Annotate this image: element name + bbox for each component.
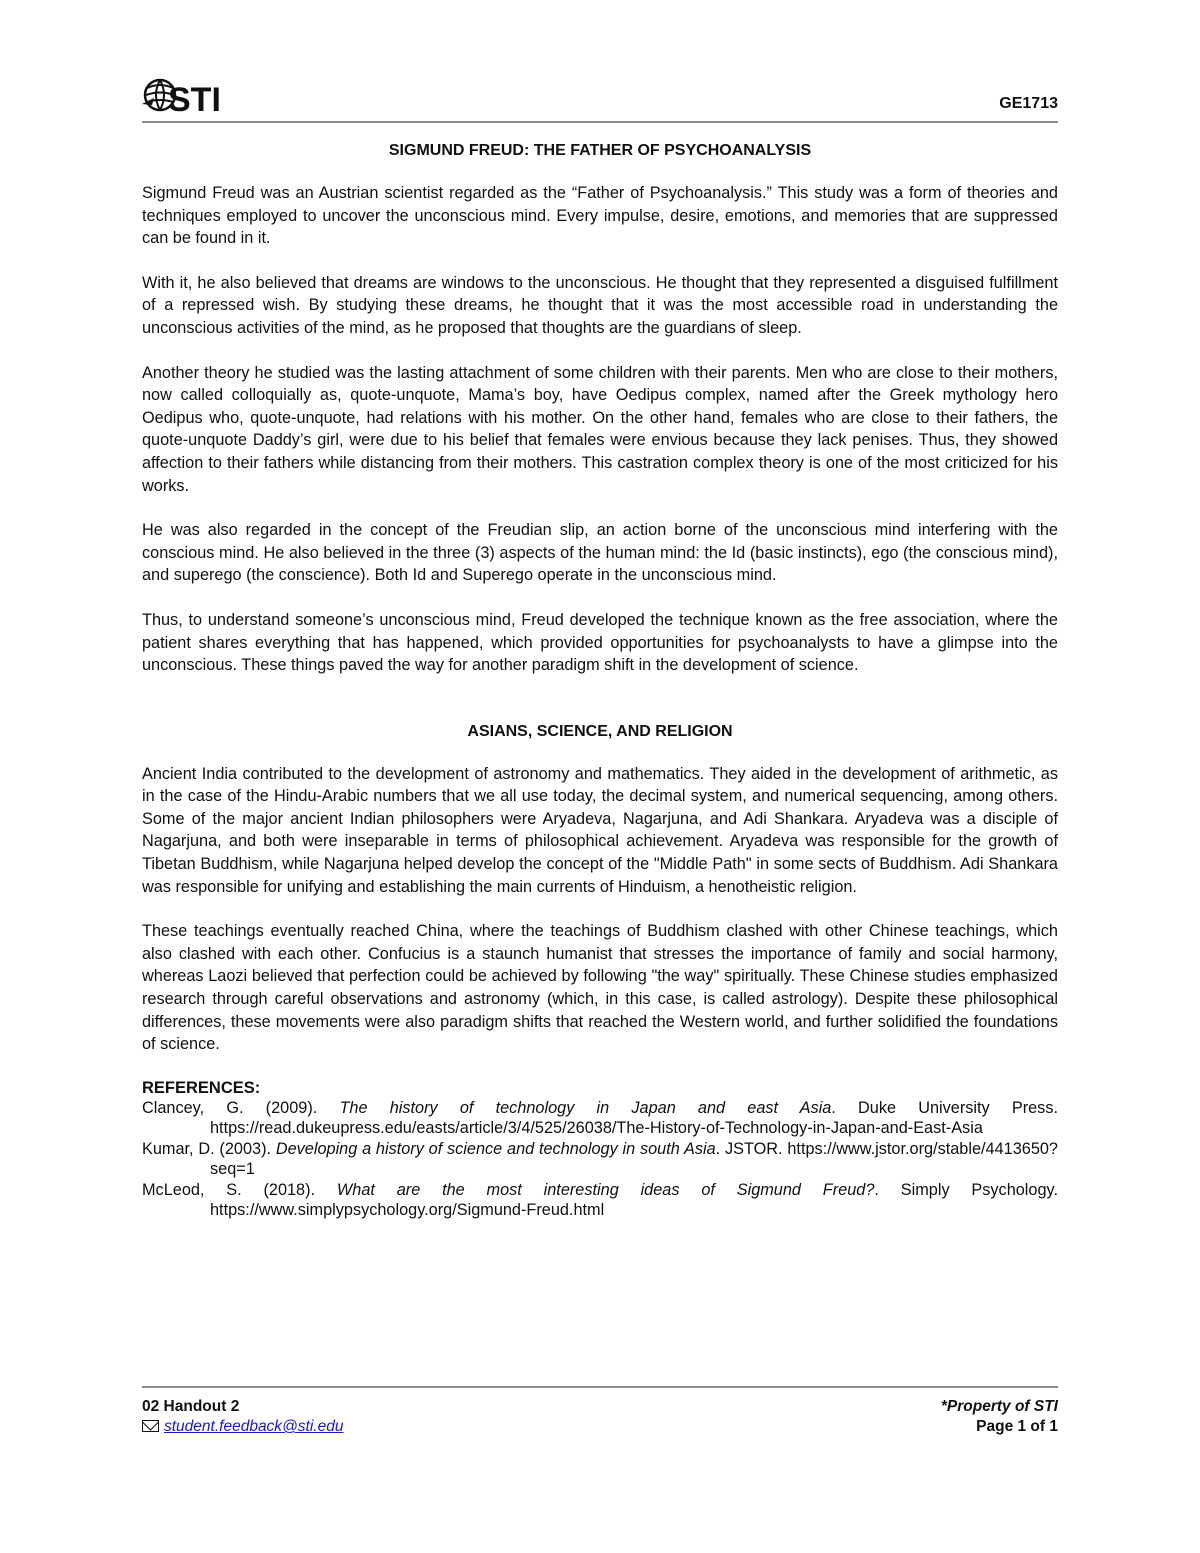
document-body bbox=[142, 140, 1058, 1221]
header-divider bbox=[142, 121, 1058, 123]
reference-author: Kumar, D. (2003). bbox=[142, 1139, 272, 1158]
page-number: Page 1 of 1 bbox=[976, 1418, 1058, 1435]
paragraph: Sigmund Freud was an Austrian scientist regarded as the “Father of Psychoanalysis.” This study was a form of theories and techniques employed to uncover the unconscious mind. Every impulse, desire, emotions, and memories that are suppressed can be found in it. bbox=[142, 184, 1058, 248]
reference-item bbox=[142, 1180, 1058, 1221]
reference-publisher: . Simply Psychology. bbox=[874, 1180, 1058, 1199]
footer-divider bbox=[142, 1386, 1058, 1388]
paragraph: Thus, to understand someone’s unconscious mind, Freud developed the technique known as the free association, where the patient shares everything that has happened, which provided opportunities for psychoanalysts to have a glimpse into the unconscious. These things paved the way for another paradigm shift in the development of science. bbox=[142, 610, 1058, 675]
feedback-email-link[interactable]: student.feedback@sti.edu bbox=[164, 1418, 344, 1435]
mail-icon bbox=[142, 1420, 159, 1432]
paragraph: Ancient India contributed to the development of astronomy and mathematics. They aided in the development of arithmetic, as in the case of the Hindu-Arabic numbers that we all use today, the decimal system, and numerical sequencing, among others. Some of the major ancient Indian philosophers were Aryadeva, Nagarjuna, and Adi Shankara. Aryadeva was a disciple of Nagarjuna, and both were inseparable in terms of philosophical achievement. Aryadeva was responsible for the growth of Tibetan Buddhism, while Nagarjuna helped develop the concept of the "Middle Path" in some sects of Buddhism. Adi Shankara was responsible for unifying and establishing the main currents of Hinduism, a henotheistic religion. bbox=[142, 764, 1058, 896]
reference-author: Clancey, G. (2009). bbox=[142, 1098, 318, 1117]
paragraph: These teachings eventually reached China, where the teachings of Buddhism clashed with other Chinese teachings, which also clashed with each other. Confucius is a staunch humanist that stresses the importance of family and social harmony, whereas Laozi believed that perfection could be achieved by following "the way" spiritually. These Chinese studies emphasized research through careful observations and astronomy (which, in this case, is called astrology). Despite these philosophical differences, these movements were also paradigm shifts that reached the Western world, and further solidified the foundations of science. bbox=[142, 922, 1058, 1054]
page-header bbox=[142, 72, 1058, 124]
reference-item bbox=[142, 1139, 1058, 1180]
reference-item bbox=[142, 1098, 1058, 1139]
handout-label: 02 Handout 2 bbox=[142, 1398, 240, 1415]
reference-url[interactable]: https://read.dukeupress.edu/easts/article/3/4/525/26038/The-History-of-Technology-in-Japan-and-East-Asia bbox=[210, 1119, 983, 1138]
reference-title: Developing a history of science and technology in south Asia bbox=[275, 1139, 716, 1158]
property-label: *Property of STI bbox=[940, 1398, 1058, 1415]
references-heading: REFERENCES: bbox=[142, 1078, 261, 1097]
reference-publisher: . JSTOR. bbox=[715, 1139, 783, 1158]
section-title-asians: ASIANS, SCIENCE, AND RELIGION bbox=[467, 722, 733, 740]
reference-title: The history of technology in Japan and east Asia bbox=[339, 1098, 832, 1117]
feedback-contact bbox=[142, 1418, 343, 1436]
reference-author: McLeod, S. (2018). bbox=[142, 1180, 316, 1199]
paragraph: He was also regarded in the concept of the Freudian slip, an action borne of the unconscious mind interfering with the conscious mind. He also believed in the three (3) aspects of the human mind: the Id (basic instincts), ego (the conscious mind), and superego (the conscience). Both Id and Superego operate in the unconscious mind. bbox=[142, 521, 1058, 585]
reference-url[interactable]: https://www.simplypsychology.org/Sigmund-Freud.html bbox=[210, 1201, 605, 1220]
paragraph: Another theory he studied was the lasting attachment of some children with their parents. Men who are close to their mothers, now called colloquially as, quote-unquote, Mama’s boy, have Oedipus complex, named after the Greek mythology hero Oedipus who, quote-unquote, had relations with his mother. On the other hand, females who are close to their fathers, the quote-unquote Daddy’s girl, were due to his belief that females were envious because they lack penises. Thus, they showed affection to their fathers while distancing from their mothers. This castration complex theory is one of the most criticized for his works. bbox=[142, 363, 1058, 495]
section-title-freud: SIGMUND FREUD: THE FATHER OF PSYCHOANALYSIS bbox=[388, 142, 812, 159]
reference-url[interactable]: https://www.jstor.org/stable/4413650?seq=1 bbox=[210, 1139, 1058, 1179]
sti-globe-icon bbox=[142, 72, 232, 118]
sti-logo bbox=[142, 72, 232, 118]
reference-publisher: . Duke University Press. bbox=[831, 1098, 1058, 1117]
paragraph: With it, he also believed that dreams are windows to the unconscious. He thought that they represented a disguised fulfillment of a repressed wish. By studying these dreams, he thought that it was the most accessible road in understanding the unconscious activities of the mind, as he proposed that thoughts are the guardians of sleep. bbox=[142, 273, 1058, 337]
course-code: GE1713 bbox=[999, 95, 1058, 112]
reference-title: What are the most interesting ideas of Sigmund Freud? bbox=[336, 1180, 875, 1199]
logo-text: STI bbox=[168, 81, 221, 118]
